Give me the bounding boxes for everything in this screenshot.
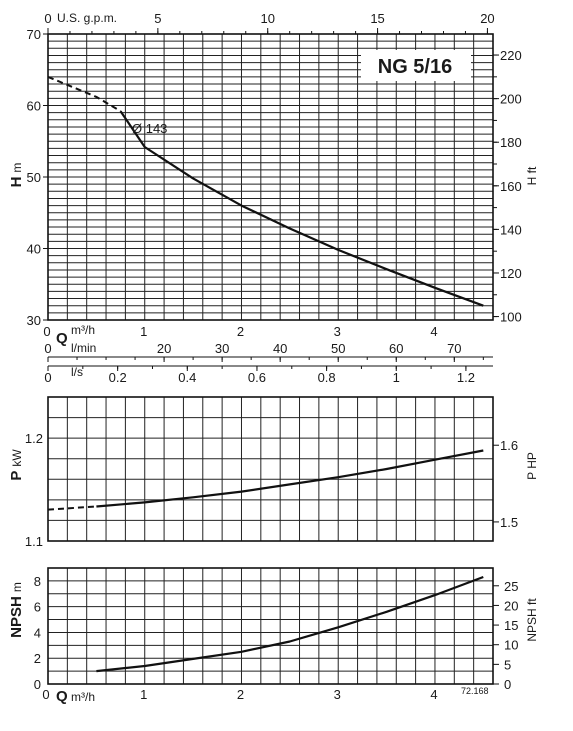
lmin-axis-unit: l/min	[71, 341, 97, 355]
power-y-tick-label: 1.2	[24, 431, 43, 447]
power-hp-tick-label: 1.5	[500, 514, 519, 530]
npsh-y-tick-label: 6	[33, 599, 41, 615]
lmin-tick-label: 20	[156, 341, 172, 356]
head-ft-axis-title: H ft	[525, 166, 539, 186]
npsh-y-tick-label: 0	[33, 677, 41, 692]
lmin-tick-label: 60	[389, 341, 404, 356]
gpm-tick-label: 5	[154, 11, 162, 26]
q-axis-unit-bottom: m³/h	[71, 690, 95, 704]
npsh-axis-letter: NPSH	[8, 596, 25, 638]
head-y-tick-label: 30	[26, 313, 41, 328]
lmin-tick-label: 40	[272, 341, 288, 356]
ls-tick-label: 0.2	[108, 370, 127, 385]
gpm-tick-label: 15	[370, 11, 385, 26]
npsh-y-tick-label: 4	[33, 625, 41, 641]
chart-reference-code: 72.168	[461, 686, 489, 696]
npsh-y-tick-label: 8	[33, 573, 41, 589]
head-curve-extrapolated	[48, 77, 121, 111]
npsh-frame	[48, 568, 493, 684]
ls-tick-label: 0.6	[247, 370, 266, 385]
head-axis-title	[8, 163, 25, 188]
head-ft-tick-label: 220	[500, 48, 522, 64]
power-hp-axis-title: P HP	[525, 452, 539, 480]
head-axis-unit: m	[10, 162, 24, 173]
npsh-ft-axis-title: NPSH ft	[525, 598, 539, 642]
npsh-q-tick-label: 4	[430, 687, 438, 702]
q-m3h-tick-label: 4	[430, 324, 438, 339]
head-ft-tick-label: 120	[500, 265, 522, 281]
head-y-tick-label: 50	[26, 170, 41, 185]
ls-axis-unit: l/s	[71, 365, 83, 379]
q-axis-letter-bottom: Q	[56, 688, 68, 705]
head-y-tick-label: 60	[26, 98, 41, 114]
impeller-diameter-label: Ø 143	[132, 121, 168, 136]
npsh-chart-panel	[34, 568, 519, 702]
npsh-ft-tick-label: 25	[504, 578, 519, 594]
npsh-ft-tick-label: 20	[504, 598, 519, 614]
ls-tick-label: 0.4	[178, 370, 197, 385]
head-y-tick-label: 70	[26, 27, 41, 42]
ls-tick-label: 0	[44, 370, 52, 385]
q-m3h-tick-label: 0	[43, 324, 51, 339]
power-frame	[48, 397, 493, 541]
power-y-tick-label: 1.1	[24, 534, 43, 549]
power-chart-panel	[25, 397, 518, 549]
npsh-q-tick-label: 2	[236, 687, 245, 702]
ls-tick-label: 1.2	[456, 370, 475, 385]
npsh-ft-tick-label: 15	[504, 618, 519, 634]
head-curve	[121, 111, 484, 306]
q-axis-letter-top: Q	[56, 330, 68, 347]
npsh-axis-unit: m	[10, 582, 24, 593]
head-ft-tick-label: 200	[500, 91, 522, 107]
npsh-q-tick-label: 0	[42, 687, 50, 702]
gpm-tick-label: 10	[260, 11, 275, 26]
npsh-y-tick-label: 2	[33, 651, 41, 667]
power-curve-extrapolated	[48, 507, 96, 510]
head-ft-tick-label: 180	[500, 135, 522, 151]
head-ft-tick-label: 100	[500, 309, 522, 325]
power-axis-unit: kW	[10, 449, 24, 467]
q-axis-unit-top: m³/h	[71, 323, 95, 337]
npsh-q-tick-label: 1	[140, 687, 148, 702]
q-m3h-tick-label: 3	[333, 324, 341, 339]
lmin-tick-label: 30	[214, 341, 230, 356]
lmin-tick-label: 0	[44, 341, 52, 356]
gpm-axis-unit: U.S. g.p.m.	[57, 11, 118, 25]
lmin-tick-label: 70	[447, 341, 462, 356]
power-axis-title	[8, 449, 25, 481]
power-axis-letter: P	[8, 470, 25, 481]
npsh-axis-title	[8, 582, 25, 638]
ls-tick-label: 0.8	[317, 370, 336, 385]
head-axis-letter: H	[8, 176, 25, 188]
lmin-tick-label: 50	[330, 341, 346, 356]
ls-tick-label: 1	[392, 370, 400, 385]
npsh-ft-tick-label: 0	[504, 677, 512, 692]
npsh-ft-tick-label: 5	[504, 657, 512, 673]
q-m3h-tick-label: 1	[140, 324, 148, 339]
gpm-tick-label: 20	[480, 11, 495, 26]
head-y-tick-label: 40	[26, 241, 41, 257]
q-m3h-tick-label: 2	[236, 324, 245, 339]
npsh-curve	[96, 577, 483, 671]
head-ft-tick-label: 160	[500, 178, 522, 194]
model-title: NG 5/16	[377, 56, 453, 78]
head-ft-tick-label: 140	[500, 222, 522, 238]
npsh-q-tick-label: 3	[333, 687, 341, 702]
npsh-ft-tick-label: 10	[504, 637, 519, 653]
power-hp-tick-label: 1.6	[500, 438, 519, 454]
gpm-tick-label: 0	[44, 11, 52, 26]
